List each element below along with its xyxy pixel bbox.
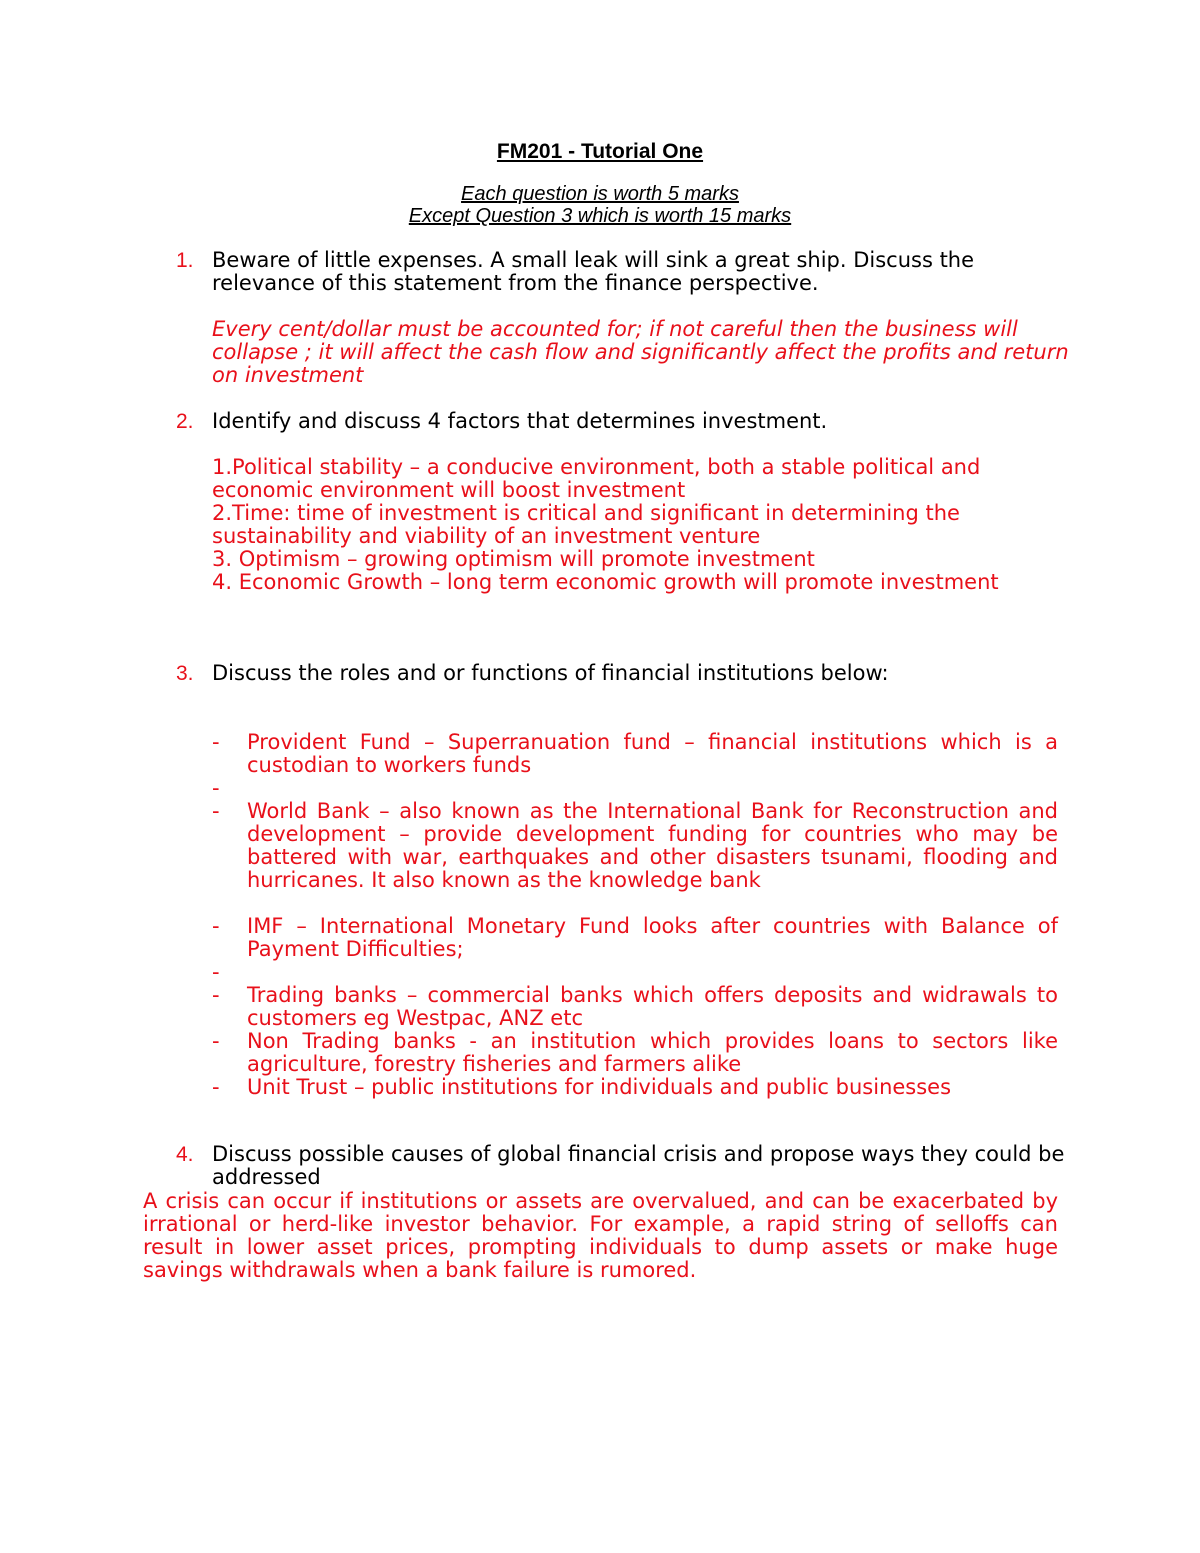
- bullet-text: [247, 776, 254, 800]
- question-text: Identify and discuss 4 factors that determines investment.: [212, 409, 828, 433]
- answer-factor-3: 3. Optimism – growing optimism will promote investment: [212, 547, 815, 571]
- bullet-item: [212, 800, 1058, 892]
- bullet-text: Trading banks – commercial banks which offers deposits and widrawals to customers eg Westpac, ANZ etc: [247, 983, 1058, 1030]
- answer-factor-4: 4. Economic Growth – long term economic growth will promote investment: [212, 570, 999, 594]
- question-2: [176, 410, 1066, 433]
- question-1-answer: Every cent/dollar must be accounted for; if not careful then the business will collapse ; it will affect the cash flow and significantly affect the profits and return on investment: [212, 317, 1069, 387]
- bullet-dash: -: [212, 1075, 220, 1099]
- question-3-bullets: [212, 731, 1058, 1099]
- bullet-dash: -: [212, 983, 220, 1007]
- question-text: Discuss possible causes of global financial crisis and propose ways they could be addressed: [212, 1142, 1065, 1189]
- answer-factor-1: 1.Political stability – a conducive environment, both a stable political and economic environment will boost investment: [212, 455, 981, 502]
- question-3: [176, 662, 1066, 685]
- bullet-dash: -: [212, 799, 220, 823]
- question-1: [176, 249, 1066, 295]
- bullet-text: Non Trading banks - an institution which provides loans to sectors like agriculture, forestry fisheries and farmers alike: [247, 1029, 1058, 1076]
- bullet-item: [212, 731, 1058, 777]
- page-title: FM201 - Tutorial One: [496, 140, 704, 163]
- question-number: 2.: [176, 410, 194, 433]
- question-2-answer: [212, 456, 1072, 594]
- bullet-text: Unit Trust – public institutions for individuals and public businesses: [247, 1075, 952, 1099]
- bullet-dash: -: [212, 960, 220, 984]
- bullet-text: World Bank – also known as the International Bank for Reconstruction and development – provide development funding for countries who may be battered with war, earthquakes and other disasters tsunami, flooding and hurricanes. It also known as the knowledge bank: [247, 799, 1058, 892]
- bullet-item: [212, 915, 1058, 961]
- bullet-text: Provident Fund – Superranuation fund – financial institutions which is a custodian to workers funds: [247, 730, 1058, 777]
- bullet-dash: -: [212, 914, 220, 938]
- question-number: 3.: [176, 662, 194, 685]
- answer-factor-2: 2.Time: time of investment is critical and significant in determining the sustainability and viability of an investment venture: [212, 501, 960, 548]
- question-number: 1.: [176, 249, 194, 272]
- bullet-item: [212, 961, 1058, 984]
- question-text: Discuss the roles and or functions of financial institutions below:: [212, 661, 889, 685]
- bullet-text: IMF – International Monetary Fund looks after countries with Balance of Payment Difficulties;: [247, 914, 1058, 961]
- bullet-item: [212, 777, 1058, 800]
- bullet-text: [247, 960, 254, 984]
- question-4-answer: A crisis can occur if institutions or assets are overvalued, and can be exacerbated by irrational or herd-like investor behavior. For example, a rapid string of selloffs can result in lower asset prices, prompting individuals to dump assets or make huge savings withdrawals when a bank failure is rumored.: [143, 1189, 1058, 1282]
- marks-note-line-2: Except Question 3 which is worth 15 marks: [408, 205, 792, 227]
- question-number: 4.: [176, 1143, 194, 1166]
- marks-note-line-1: Each question is worth 5 marks: [461, 183, 739, 205]
- bullet-dash: -: [212, 1029, 220, 1053]
- bullet-dash: -: [212, 776, 220, 800]
- bullet-item: [212, 1076, 1058, 1099]
- bullet-item: [212, 1030, 1058, 1076]
- bullet-item: [212, 984, 1058, 1030]
- question-4: [176, 1143, 1066, 1189]
- question-text: Beware of little expenses. A small leak will sink a great ship. Discuss the relevance of this statement from the finance perspective.: [212, 248, 975, 295]
- bullet-dash: -: [212, 730, 220, 754]
